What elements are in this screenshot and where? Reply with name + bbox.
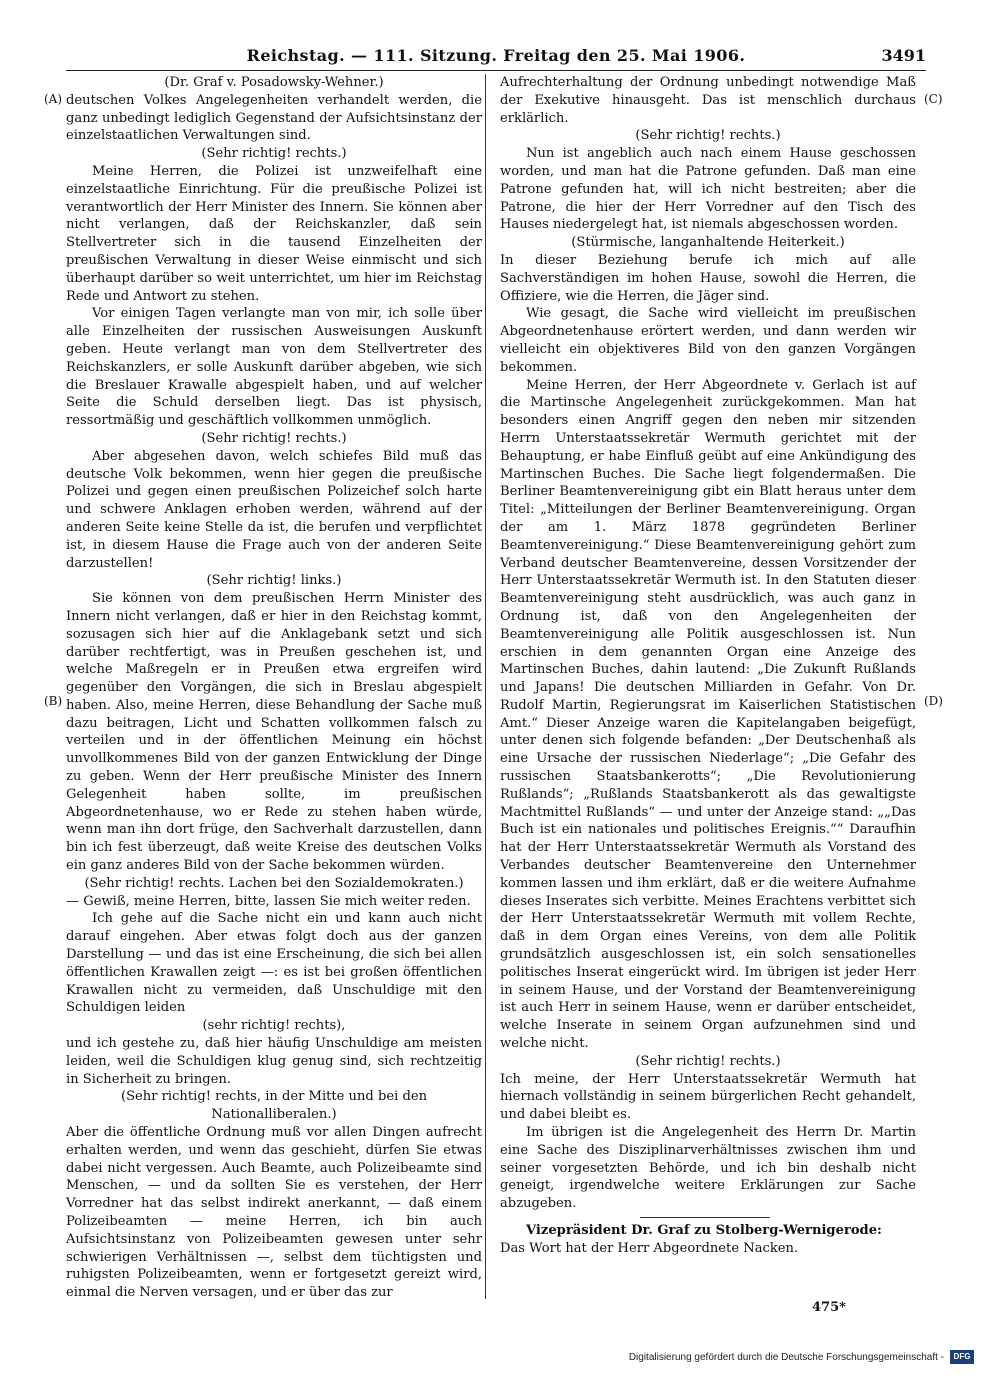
margin-marker-c: (C): [924, 92, 943, 106]
margin-marker-a: (A): [44, 92, 63, 106]
section-rule: [640, 1217, 770, 1218]
paragraph: Aber abgesehen davon, welch schiefes Bild muß das deutsche Volk bekommen, wenn hier gegen die preußische Polizei und gegen einen preußischen Polizeichef solch harte und schwere Anklagen erhoben werden, während auf der anderen Seite keine Stelle da ist, die berufen und verpflichtet ist, in diesem Hause die Frage auch von der anderen Seite darzustellen!: [66, 448, 482, 571]
reaction: (Sehr richtig! rechts.): [201, 146, 347, 162]
dfg-logo-icon: DFG: [950, 1350, 974, 1364]
reaction: (Sehr richtig! rechts.): [635, 128, 781, 144]
vp-speaker-name: Vizepräsident Dr. Graf zu Stolberg-Wernigerode:: [526, 1223, 882, 1238]
paragraph: deutschen Volkes Angelegenheiten verhandelt werden, die ganz unbedingt lediglich Gegenstand der Aufsichtsinstanz der einzelstaatlichen Verwaltungen sind.: [66, 92, 482, 144]
paragraph: Sie können von dem preußischen Herrn Minister des Innern nicht verlangen, daß er hier in den Reichstag kommt, sozusagen sich hier auf die Anklagebank setzt und sich darüber rechtfertigt, was in Preußen geschehen ist, und welche Maßregeln er in Preußen etwa ergreifen wird gegenüber den Vorgängen, die sich in Breslau abgespielt haben. Also, meine Herren, diese Behandlung der Sache muß dazu beitragen, Licht und Schatten vollkommen falsch zu verteilen und in der öffentlichen Meinung ein höchst unvollkommenes Bild von der ganzen Entwicklung der Dinge zu geben. Wenn der Herr preußische Minister des Innern Gelegenheit haben sollte, im preußischen Abgeordnetenhause, wo er Rede zu stehen haben würde, wenn man ihn dort früge, den Sachverhalt darzustellen, dann bin ich fest überzeugt, daß weite Kreise des deutschen Volks ein ganz anderes Bild von der Sache bekommen würden.: [66, 591, 482, 874]
paragraph: und ich gestehe zu, daß hier häufig Unschuldige am meisten leiden, weil die Schuldigen klug genug sind, sich rechtzeitig in Sicherheit zu bringen.: [66, 1036, 482, 1087]
margin-marker-d: (D): [924, 694, 943, 708]
vp-statement: Das Wort hat der Herr Abgeordnete Nacken.: [500, 1240, 799, 1256]
paragraph: Ich gehe auf die Sache nicht ein und kann auch nicht darauf eingehen. Aber etwas folgt doch aus der ganzen Darstellung — und das ist eine Erscheinung, die sich bei allen öffentlichen Krawallen zeigt —: es ist bei großen öffentlichen Krawallen nicht zu vermeiden, daß Unschuldige mit den Schuldigen leiden: [66, 911, 482, 1016]
paragraph: Meine Herren, die Polizei ist unzweifelhaft eine einzelstaatliche Einrichtung. Für die preußische Polizei ist verantwortlich der Herr Minister des Innern. Sie können aber nicht verlangen, daß der Reichskanzler, daß sein Stellvertreter sich in die tausend Einzelheiten der preußischen Verwaltung in dieser Weise einmischt und sich überhaupt darüber so weit unterrichtet, um hier im Reichstag Rede und Antwort zu stehen.: [66, 163, 482, 304]
reaction: (Stürmische, langanhaltende Heiterkeit.): [571, 235, 845, 251]
page-number: 3491: [881, 46, 926, 65]
reaction: (Sehr richtig! rechts.): [201, 430, 347, 446]
credit-text: Digitalisierung gefördert durch die Deutsche Forschungsgemeinschaft -: [628, 1351, 944, 1363]
margin-marker-b: (B): [44, 694, 63, 708]
paragraph: Wie gesagt, die Sache wird vielleicht im preußischen Abgeordnetenhause erörtert werden, und dann werden wir vielleicht ein objektiveres Bild von den ganzen Vorgängen bekommen.: [500, 306, 916, 375]
page-header: [66, 44, 926, 71]
paragraph: In dieser Beziehung berufe ich mich auf alle Sachverständigen im hohen Hause, sowohl die Herren, die Offiziere, wie die Herren, die Jäger sind.: [500, 252, 916, 304]
paragraph: Meine Herren, der Herr Abgeordnete v. Gerlach ist auf die Martinsche Angelegenheit zurückgekommen. Man hat besonders einen Angriff gegen den neben mir sitzenden Herrn Unterstaatssekretär Wermuth gerichtet mit der Behauptung, er habe Einfluß geübt auf eine Ankündigung des Martinschen Buches. Die Sache liegt folgendermaßen. Die Berliner Beamtenvereinigung gibt ein Blatt heraus unter dem Titel: „Mitteilungen der Berliner Beamtenvereinigung. Organ der am 1. März 1878 gegründeten Berliner Beamtenvereinigung.“ Diese Beamtenvereinigung gehört zum Verband deutscher Beamtenvereine, dessen Vorsitzender der Herr Unterstaatssekretär Wermuth ist. In den Statuten dieser Beamtenvereinigung steht ausdrücklich, was auch ganz in Ordnung ist, daß von den Angelegenheiten der Beamtenvereinigung alle Politik ausgeschlossen ist. Nun erschien in dem genannten Organ eine Anzeige des Martinschen Buches, dahin lautend: „Die Zukunft Rußlands und Japans! Die deutschen Milliarden in Gefahr. Von Dr. Rudolf Martin, Regierungsrat im Kaiserlichen Statistischen Amt.“ Dieser Anzeige waren die Kapitelangaben beigefügt, unter denen sich folgende befanden: „Der Deutschenhaß als eine Ursache der russischen Niederlage“; „Die Gefahr des russischen Staatsbankerotts“; „Die Revolutionierung Rußlands“; „Rußlands Staatsbankerott als das gewaltigste Machtmittel Rußlands“ — und unter der Anzeige stand: „„Das Buch ist ein nationales und politisches Ereignis.““ Daraufhin hat der Herr Unterstaatssekretär Wermuth als Vorstand des Verbandes deutscher Beamtenvereine den Unternehmer kommen lassen und ihm erklärt, daß er die weitere Aufnahme dieses Inserates sich verbitte. Meines Erachtens verbittet sich der Herr Unterstaatssekretär Wermuth mit vollem Rechte, daß in dem Organ eines Vereins, von dem alle Politik grundsätzlich ausgeschlossen ist, ein solch sensationelles politisches Inserat eingerückt wird. Im übrigen ist jeder Herr in seinem Hause, und der Vorstand der Beamtenvereinigung ist auch Herr in seinem Hause, wenn er darüber entscheidet, welche Inserate in seinem Organ aufzunehmen sind und welche nicht.: [500, 377, 916, 1052]
paragraph: Ich meine, der Herr Unterstaatssekretär Wermuth hat hiernach vollständig in seinem bürgerlichen Recht gehandelt, und dabei bleibt es.: [500, 1071, 916, 1123]
reaction: (Sehr richtig! links.): [206, 573, 342, 589]
paragraph: Nun ist angeblich auch nach einem Hause geschossen worden, und man hat die Patrone gefunden. Daß man eine Patrone gefunden hat, will ich nicht bestreiten; aber die Patrone, die hier der Herr Vorredner auf den Tisch des Hauses niedergelegt hat, ist niemals abgeschossen worden.: [500, 146, 916, 233]
paragraph: Aufrechterhaltung der Ordnung unbedingt notwendige Maß der Exekutive hinausgeht. Das ist menschlich durchaus erklärlich.: [500, 75, 916, 126]
reaction: (Sehr richtig! rechts. Lachen bei den Sozialdemokraten.): [84, 875, 464, 891]
paragraph: Aber die öffentliche Ordnung muß vor allen Dingen aufrecht erhalten werden, und wenn das geschieht, dürfen Sie etwas dabei nicht vergessen. Auch Beamte, auch Polizeibeamte sind Menschen, — und da sollten Sie es verstehen, der Herr Vorredner hat das selbst indirekt anerkannt, — daß einem Polizeibeamten — meine Herren, ich bin auch Aufsichtsinstanz von Polizeibeamten gewesen unter sehr schwierigen Verhältnissen —, selbst dem tüchtigsten und ruhigsten Polizeibeamten, wenn er fortgesetzt gereizt wird, einmal die Nerven versagen, und er über das zur: [66, 1125, 482, 1301]
paragraph: — Gewiß, meine Herren, bitte, lassen Sie mich weiter reden.: [66, 893, 471, 909]
sheet-number: 475*: [812, 1300, 846, 1315]
paragraph: Im übrigen ist die Angelegenheit des Herrn Dr. Martin eine Sache des Disziplinarverhältnisses zwischen ihm und seiner vorgesetzten Behörde, und ich bin deshalb nicht geneigt, irgendwelche weitere Erklärungen zur Sache abzugeben.: [500, 1125, 916, 1212]
header-title: Reichstag. — 111. Sitzung. Freitag den 25. Mai 1906.: [246, 46, 746, 65]
vice-president-speaker: [500, 1222, 916, 1240]
right-column: [500, 74, 916, 1258]
left-column: [66, 74, 482, 1302]
speaker-name: (Dr. Graf v. Posadowsky-Wehner.): [164, 75, 384, 90]
digitization-credit: [629, 1350, 974, 1364]
reaction: (sehr richtig! rechts),: [202, 1018, 346, 1034]
reaction: (Sehr richtig! rechts.): [635, 1053, 781, 1069]
paragraph: Vor einigen Tagen verlangte man von mir, ich solle über alle Einzelheiten der russischen Ausweisungen Auskunft geben. Heute verlangt man von dem Stellvertreter des Reichskanzlers, er solle Auskunft darüber abgeben, wie sich die Breslauer Krawalle abgespielt haben, und auf welcher Seite die Schuld derselben liegt. Das ist physisch, ressortmäßig und geschäftlich vollkommen unmöglich.: [66, 306, 482, 429]
reaction: (Sehr richtig! rechts, in der Mitte und bei den Nationalliberalen.): [120, 1089, 428, 1123]
column-divider: [485, 74, 486, 1299]
